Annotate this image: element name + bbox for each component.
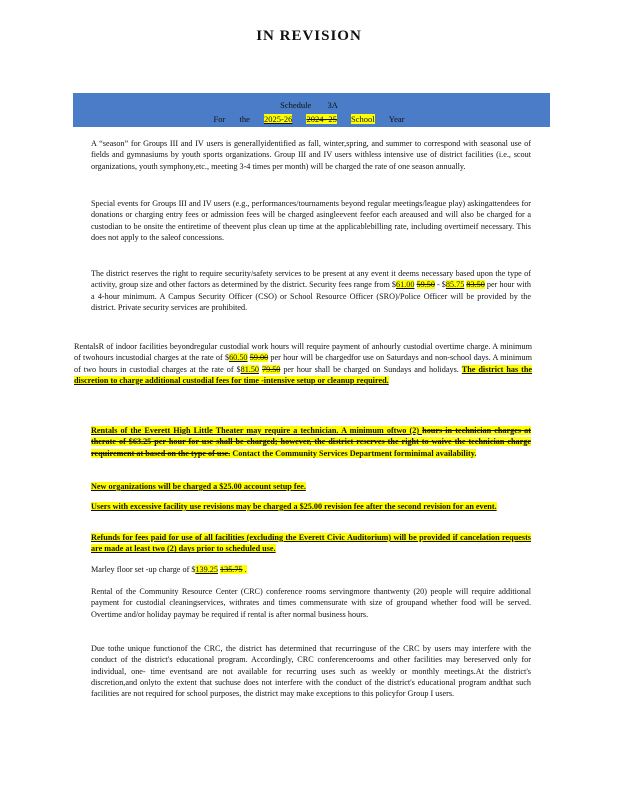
schedule-heading: Schedule 3A [280, 100, 338, 110]
revision-fee-paragraph: Users with excessive facility use revisions may be charged a $25.00 revision fee after the second revision for an event. [91, 502, 497, 511]
refunds-paragraph: Refunds for fees paid for use of all facilities (excluding the Everett Civic Auditorium) will be provided if cancelation requests are made at least two (2) days prior to scheduled use. [91, 533, 531, 554]
schedule-year-line [0, 114, 618, 124]
security-fee-low-old: 59.50 [416, 280, 435, 290]
setup-discretion-text: The district has the discretion to charge additional custodial fees for time -intensive setup or cleanup required. [74, 364, 533, 385]
security-paragraph: The district reserves the right to require security/safety services to be present at any event it deems necessary based upon the type of activity, group size and other factors as determined by the district. Security fees range from $61.00 59.50 - $85.75 83.50 per hour with a 4-hour minimum. A Campus Security Officer (CSO) or School Resource Officer (SRO)/Police Officer will be provided by the district. Private security services are prohibited. [91, 269, 531, 312]
saturday-rate: 60.50 [229, 353, 248, 363]
special-events-paragraph: Special events for Groups III and IV users (e.g., performances/tournaments beyond regular meetings/league play) askingattendees for donations or charging entry fees or admission fees will be charged asingleevent feefor each areaused and will also be charged for a custodian to be onsite the entiretime of theevent plus clean up time at the applicablebilling rate, including overtimeif necessary. This does not apply to the saleof concessions. [91, 199, 531, 242]
theater-paragraph: Rentals of the Everett High Little Theater may require a technician. A minimum oftwo (2) hours in technician charges at therate of $63.25 per hour for use shall be charged; however, the district reserves the right to waive the technician charge requirement at based on the type of use. Contact the Community Services Department forminimal availability. [91, 426, 531, 458]
security-fee-high-old: 83.50 [466, 280, 485, 290]
sunday-rate: 81.50 [240, 364, 260, 374]
crc-recurring-use-paragraph: Due tothe unique functionof the CRC, the district has determined that recurringuse of the CRC by users may interfere with the conduct of the district's educational program. Accordingly, CRC conferencerooms and other facilities may bereserved only for individual, one- time eventsand are not available for recurring uses such as weekly or monthly meetings.At the district's discretion,and onlyto the extent that suchuse does not interfere with the conduct of the district's educational program andthat such facilities are not required for school purposes, the district may make exceptions to this policyfor Group I users. [91, 644, 531, 699]
the-word: the [239, 114, 250, 124]
marley-floor-paragraph: Marley floor set -up charge of $139.25 135.75 . [91, 565, 247, 574]
crc-rental-paragraph: Rental of the Community Resource Center (CRC) conference rooms servingmore thantwenty (20) people will require additional payment for custodial cleaningservices, withrates and times commensurate with size of groupand whether food will be served. Overtime and/or holiday paymay be required if rental is after normal business hours. [91, 587, 531, 619]
page-title: IN REVISION [256, 28, 362, 44]
sunday-rate-old: 79.50 [261, 364, 281, 374]
for-word: For [213, 114, 226, 124]
new-organizations-paragraph: New organizations will be charged a $25.00 account setup fee. [91, 482, 306, 491]
year-word: Year [388, 114, 405, 124]
custodial-overtime-paragraph: RentalsR of indoor facilities beyondregular custodial work hours will require payment of anhourly custodial overtime charge. A minimum of twohours incustodial charges at the rate of $60.50 59.00 per hour will be chargedfor use on Saturdays and non-school days. A minimum of two hours in custodial charges at the rate of $81.50 79.50 per hour shall be charged on Sundays and holidays. The district has the discretion to charge additional custodial fees for time -intensive setup or cleanup required. [74, 342, 533, 385]
school-word: School [351, 114, 375, 124]
marley-fee: 139.25 [195, 565, 218, 574]
season-paragraph: A “season” for Groups III and IV users is generallyidentified as fall, winter,spring, and summer to correspond with seasonal use of fields and gymnasiums by youth sports organizations. Group III and IV users withless intensive use of district facilities (i.e., scout organizations, youth symphony,etc., meeting 3-4 times per month) will be charged the rate of one season annually. [91, 139, 531, 171]
saturday-rate-old: 59.00 [249, 353, 269, 363]
theater-struck-text: hours in technician charges at therate of $63.25 per hour for use shall be charged; however, the district reserves the right to waive the technician charge requirement at based on the type of use. [91, 426, 531, 458]
year-old: 2024- 25 [306, 114, 337, 124]
year-new: 2025-26 [263, 114, 293, 124]
marley-fee-old: 135.75 [220, 565, 243, 574]
security-fee-high: 85.75 [445, 280, 465, 290]
security-fee-low: 61.00 [396, 280, 415, 290]
